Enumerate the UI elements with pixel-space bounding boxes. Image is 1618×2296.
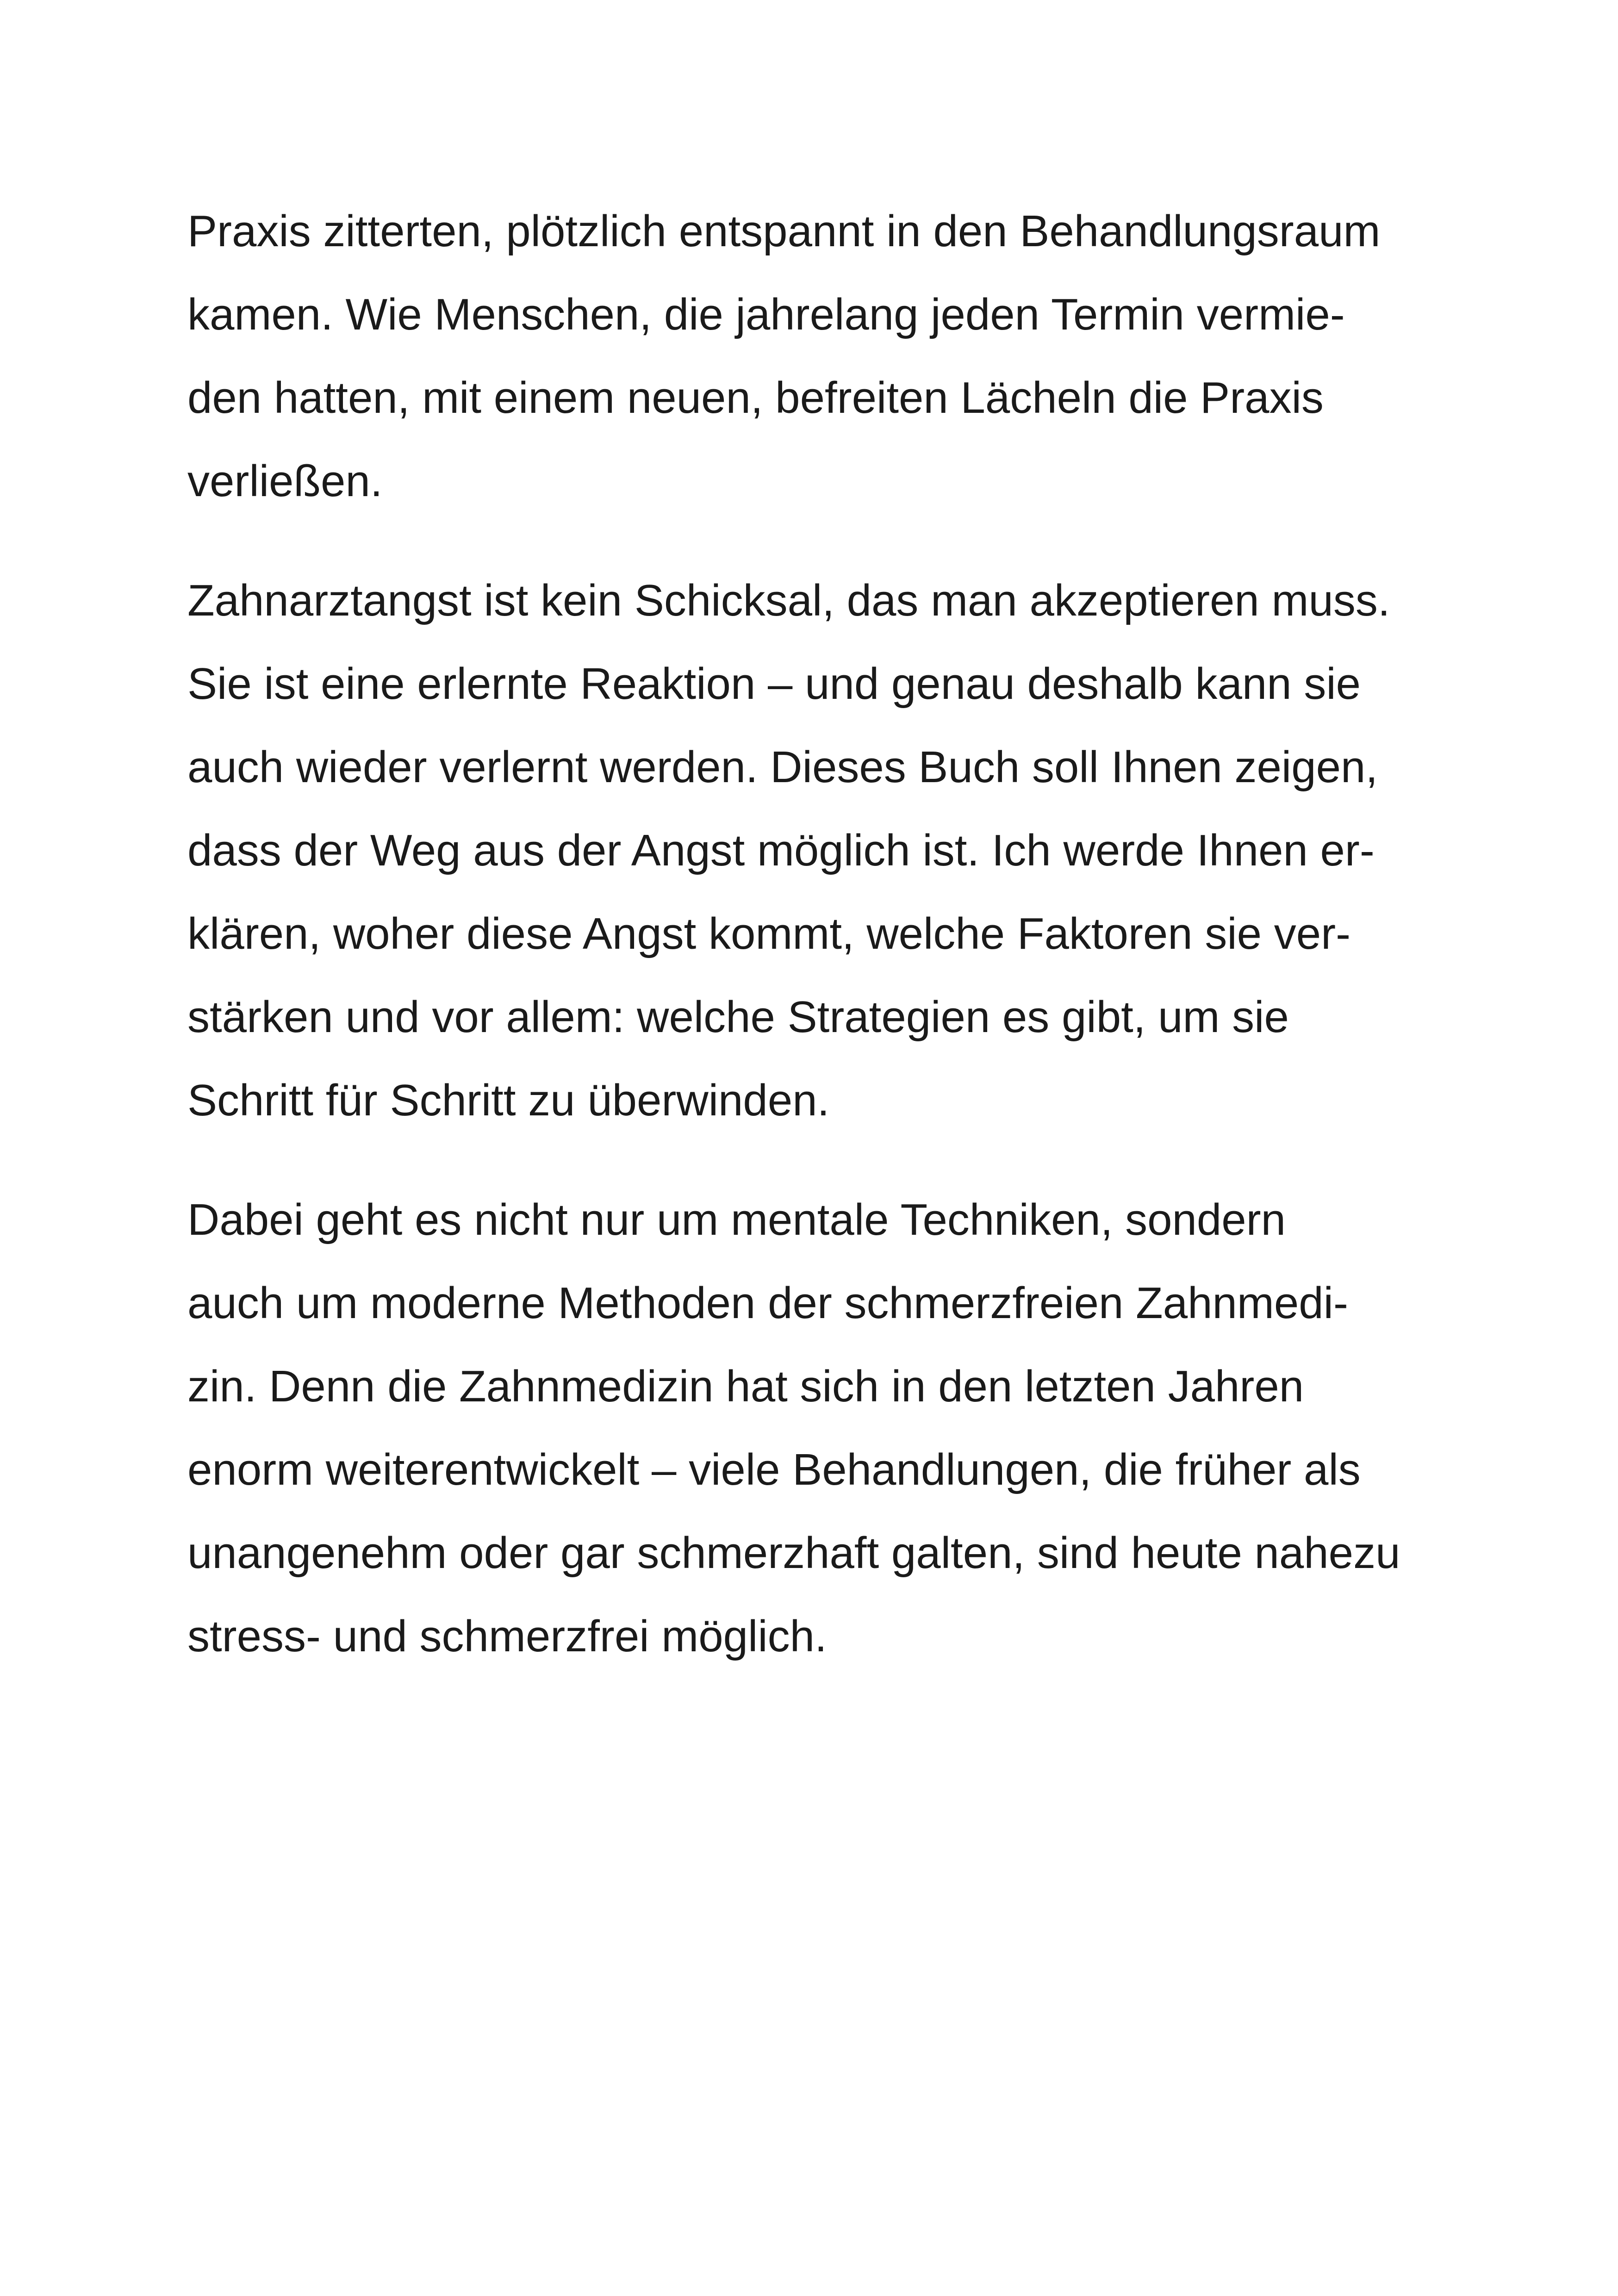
text-line: klären, woher diese Angst kommt, welche Faktoren sie ver- [187,909,1351,958]
text-line: stress- und schmerzfrei möglich. [187,1612,827,1661]
text-line: verließen. [187,456,383,506]
text-line: zin. Denn die Zahnmedizin hat sich in den letzten Jahren [187,1362,1304,1411]
text-line: unangenehm oder gar schmerzhaft galten, sind heute nahezu [187,1528,1400,1578]
text-line: den hatten, mit einem neuen, befreiten Lächeln die Praxis [187,373,1324,423]
text-line: Schritt für Schritt zu überwinden. [187,1076,830,1125]
body-text [187,190,1474,1714]
text-line: stärken und vor allem: welche Strategien es gibt, um sie [187,992,1289,1042]
paragraph-3 [187,1178,1474,1678]
text-line: Praxis zitterten, plötzlich entspannt in den Behandlungsraum [187,206,1381,256]
text-line: kamen. Wie Menschen, die jahrelang jeden Termin vermie- [187,290,1345,339]
text-line: auch um moderne Methoden der schmerzfreien Zahnmedi- [187,1278,1348,1328]
paragraph-1 [187,190,1474,523]
text-line: Dabei geht es nicht nur um mentale Techniken, sondern [187,1195,1286,1244]
text-line: Zahnarztangst ist kein Schicksal, das man akzeptieren muss. [187,576,1390,625]
paragraph-2 [187,559,1474,1142]
text-line: auch wieder verlernt werden. Dieses Buch soll Ihnen zeigen, [187,742,1378,792]
text-line: Sie ist eine erlernte Reaktion – und genau deshalb kann sie [187,659,1361,709]
text-line: enorm weiterentwickelt – viele Behandlungen, die früher als [187,1445,1361,1494]
text-line: dass der Weg aus der Angst möglich ist. Ich werde Ihnen er- [187,826,1375,875]
